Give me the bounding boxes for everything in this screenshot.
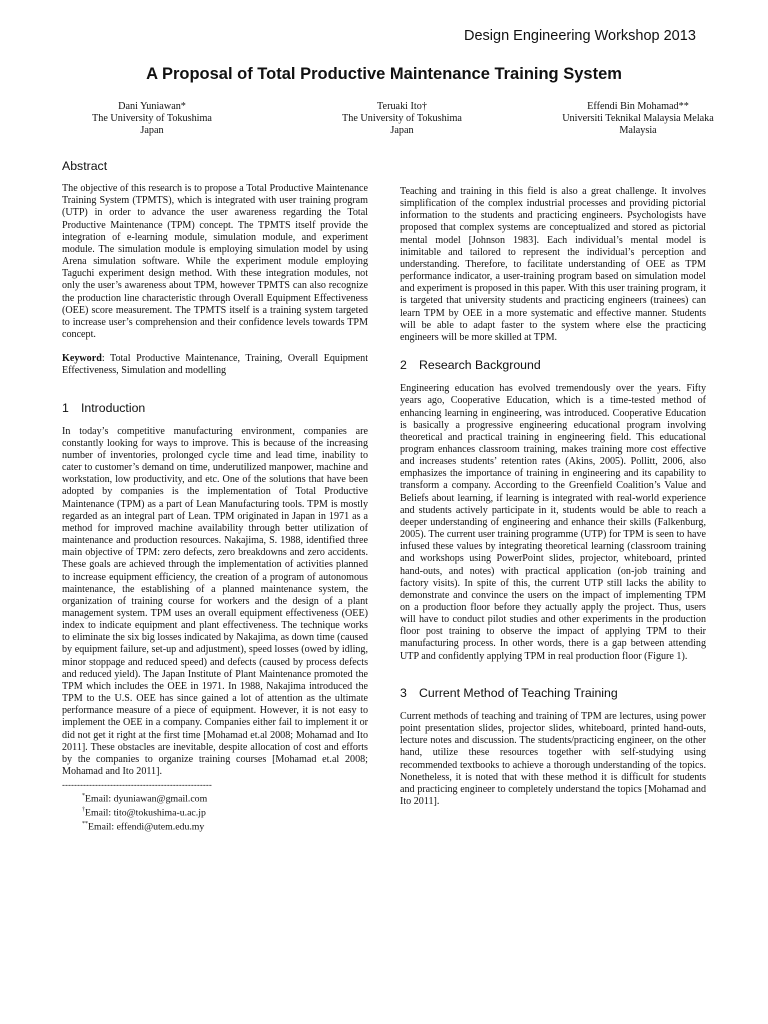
author-affiliation: The University of Tokushima — [92, 113, 212, 125]
section-number: 1 — [62, 400, 69, 415]
footnote-email: Email: effendi@utem.edu.my — [88, 821, 205, 833]
section-title: Introduction — [81, 400, 146, 415]
author-country: Japan — [140, 125, 164, 137]
footnote — [62, 791, 368, 805]
author-3 — [518, 101, 758, 138]
author-country: Japan — [390, 125, 414, 137]
author-1 — [62, 101, 242, 138]
footnote — [62, 805, 368, 819]
section-1-continuation: Teaching and training in this field is also a great challenge. It involves simplification of the complex industrial processes and providing pictorial information to the students and practicing engineers. Psychologists have proposed that complex systems are conceptualized and stored as pictorial mental model [Johnson 1983]. Each individual’s mental model is inimitable and tailored to represent the individual’s perception and understanding. Therefore, to facilitate understanding of OEE as TPM performance indicator, a user-training program based on simulation model and experiment is proposed in this paper. With this user training program, it is targeted that university students and practicing engineers (trainees) can learn TPM by OEE in a more systematic and effective manner. Students will be able to adapt faster to the system where else the practicing engineers will be more skilled at TPM. — [400, 186, 706, 343]
keyword-label: Keyword — [62, 353, 102, 365]
workshop-header: Design Engineering Workshop 2013 — [464, 28, 696, 44]
footnote-rule: -------------------------------------------------- — [62, 780, 212, 791]
section-title: Current Method of Teaching Training — [419, 685, 618, 700]
keyword-paragraph — [62, 353, 368, 377]
right-column — [400, 186, 706, 808]
footnote-email: Email: tito@tokushima-u.ac.jp — [85, 807, 206, 819]
author-affiliation: The University of Tokushima — [342, 113, 462, 125]
footnote-mark: † — [82, 807, 85, 814]
author-2 — [302, 101, 502, 138]
author-name: Teruaki Ito† — [377, 101, 427, 112]
section-2-text: Engineering education has evolved tremendously over the years. Fifty years ago, Cooperative Education, which is a time-tested method of enhancing learning in engineering, was introduced. Cooperative Education is basically a progressive engineering educational program involving theoretical and practical training in engineering field. This educational program enhances classroom training, makes training more cost effective and increases students’ retention rates (Akins, 2005). Pollitt, 2006, also emphasizes the importance of training in engineering and its capability to transform a company. According to the Greenfield Coalition’s Value and Beliefs about learning, if learning is integrated with real-world experience and students actively participate in it, students would be able to reach a deeper understanding of engineering and enhance their skills (Falkenburg, 2005). The current user training programme (UTP) for TPM is seen to have infused these values by integrating theoretical learning (classroom training and workshops using PowerPoint slides, projector, whiteboard, printed hand-outs, and notes) with practical application (on-job training and factory visits). In spite of this, the current UTP still lacks the ability to demonstrate and convince the users on the impact of implementing TPM on a production floor before they actually apply the project. Thus, users will have to conduct pilot studies and other experiments in the production floor post training to observe the impact of applying TPM to their manufacturing process. In other words, there is a gap between attending UTP and confidently applying TPM in real production floor (Figure 1). — [400, 383, 706, 662]
author-name: Effendi Bin Mohamad** — [587, 101, 689, 112]
section-3-heading — [400, 687, 706, 699]
section-2-heading — [400, 359, 706, 371]
section-title: Research Background — [419, 358, 541, 373]
footnote-email: Email: dyuniawan@gmail.com — [85, 793, 208, 805]
footnote — [62, 819, 368, 833]
section-number: 2 — [400, 358, 407, 373]
section-3-text: Current methods of teaching and training of TPM are lectures, using power point presentation slides, projector slides, whiteboard, printed hand-outs, lecture notes and discussion. The students/practicing engineer, on the other hand, utilize these resources together with self-studying using recommended textbooks to achieve a thorough understanding of the topics. Nonetheless, it is noted that with these method it is difficult for students and practicing engineer to completely understand the topics [Mohamad and Ito 2011]. — [400, 710, 706, 808]
keyword-text: : Total Productive Maintenance, Training, Overall Equipment Effectiveness, Simulation and modelling — [62, 353, 368, 377]
paper-title: A Proposal of Total Productive Maintenance Training System — [146, 65, 622, 83]
left-column — [62, 160, 368, 833]
footnote-mark: * — [82, 793, 85, 800]
section-number: 3 — [400, 685, 407, 700]
author-affiliation: Universiti Teknikal Malaysia Melaka — [562, 113, 714, 125]
author-name: Dani Yuniawan* — [118, 101, 186, 112]
abstract-text: The objective of this research is to propose a Total Productive Maintenance Training System (TPMTS), which is integrated with user training program (UTP) in order to advance the user awareness regarding the Total Productive Maintenance (TPM) concept. The TPMTS itself provide the integration of e-learning module, simulation module, and experiment module. The simulation module is employing simulation model by using Arena simulation software. While the experiment module employing Taguchi experiment design method. With these integration modules, not only the user’s awareness about TPM, however TPMTS can also recognize the production line characteristic through Overall Equipment Effectiveness (OEE) score measurement. The TPMTS itself is a training system targeted to increase user’s comprehension and their confidence levels towards TPM concept. — [62, 183, 368, 341]
section-1-heading — [62, 402, 368, 414]
abstract-heading: Abstract — [62, 159, 108, 173]
footnote-mark: ** — [82, 820, 88, 827]
author-country: Malaysia — [619, 125, 657, 137]
section-1-text: In today’s competitive manufacturing environment, companies are constantly looking for ways to improve. This is because of the increasing number of inventories, prolonged cycle time and lead time, inability to cater to customer’s demand on time, underutilized manpower, machine and workstation, low productivity, and etc. One of the solutions that have been adopted by companies is the implementation of Total Productive Maintenance (TPM) as a part of Lean Manufacturing tools. TPM is mostly regarded as an integral part of Lean. TPM originated in Japan in 1971 as a method for improved machine availability through better utilization of maintenance and production resources. Nakajima, S. 1988, identified three main objective of TPM: zero defects, zero breakdowns and zero accidents. These goals are achieved through the implementation of activities planned to increase equipment efficiency, the creation of a program of autonomous maintenance, the establishing of a planned maintenance system, the organization of training course for workers and the design of a plant management system. TPM uses an overall equipment effectiveness (OEE) index to indicate equipment and plant effectiveness. The technique works to eliminate the six big losses indicated by Nakajima, as down time (caused by equipment failure, set-up and adjustment), speed losses (owed by idling, minor stoppage and reduced speed) and defects (caused by process defects and reduced yield). The Japan Institute of Plant Maintenance promoted the TPM which includes the OEE in 1971. In 1988, Nakajima introduced the TPM to the U.S. OEE has since gained a lot of attention as the ultimate performance measure of a piece of equipment. However, it is not easy to implement the OEE in a company. Companies either fail to implement it or did not get it right at the first time [Mohamad et.al 2008; Mohamad and Ito 2011]. These obstacles are inevitable, despite allocation of cost and efforts by the companies to organize training courses [Mohamad et.al 2008; Mohamad and Ito 2011]. — [62, 425, 368, 778]
